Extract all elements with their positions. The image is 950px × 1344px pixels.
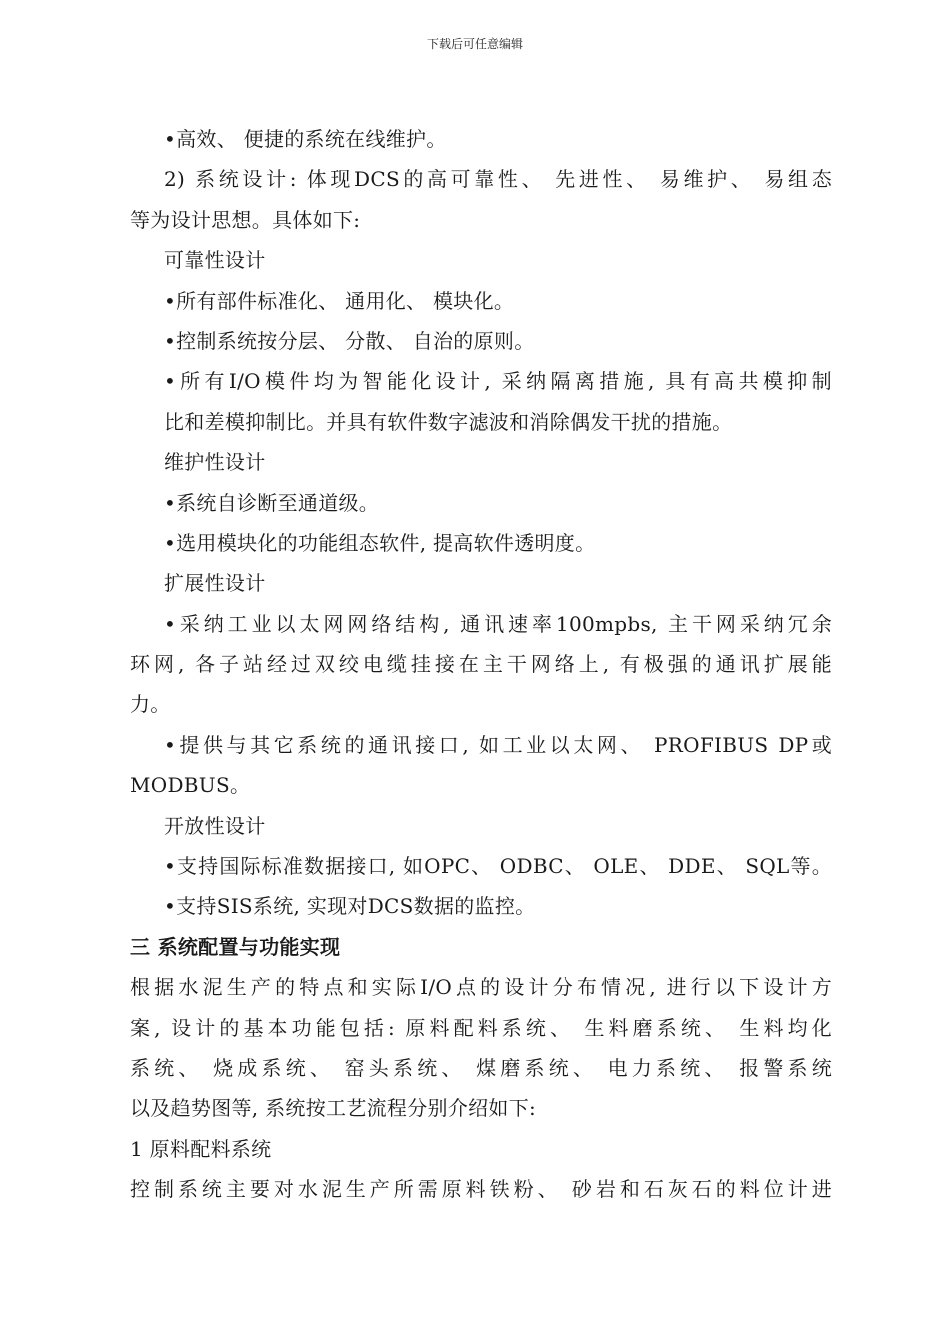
text-line: •所有I/O模件均为智能化设计, 采纳隔离措施, 具有高共模抑制: [164, 369, 832, 394]
text-line: 力。: [130, 692, 171, 717]
text-line: 扩展性设计: [164, 571, 266, 596]
text-line: MODBUS。: [130, 773, 251, 798]
text-line: •提供与其它系统的通讯接口, 如工业以太网、 PROFIBUS DP或: [164, 732, 832, 757]
text-line: 以及趋势图等, 系统按工艺流程分别介绍如下:: [130, 1096, 537, 1121]
text-line: •支持国际标准数据接口, 如OPC、 ODBC、 OLE、 DDE、 SQL等。: [164, 854, 832, 879]
text-line: 控制系统主要对水泥生产所需原料铁粉、 砂岩和石灰石的料位计进: [130, 1177, 832, 1202]
text-line: 根据水泥生产的特点和实际I/O点的设计分布情况, 进行以下设计方: [130, 975, 832, 1000]
text-line: 开放性设计: [164, 813, 266, 838]
text-line: •采纳工业以太网网络结构, 通讯速率100mpbs, 主干网采纳冗余: [164, 611, 832, 636]
text-line: •选用模块化的功能组态软件, 提高软件透明度。: [164, 530, 596, 555]
page-header: 下载后可任意编辑: [426, 37, 523, 51]
text-line: •高效、 便捷的系统在线维护。: [164, 127, 447, 151]
text-line: 系统、 烧成系统、 窑头系统、 煤磨系统、 电力系统、 报警系统: [130, 1055, 832, 1080]
text-line: 等为设计思想。具体如下:: [130, 207, 361, 232]
text-line: 1 原料配料系统: [130, 1136, 272, 1161]
text-line: •控制系统按分层、 分散、 自治的原则。: [164, 328, 535, 353]
text-line: •系统自诊断至通道级。: [164, 490, 380, 515]
text-line: 案, 设计的基本功能包括: 原料配料系统、 生料磨系统、 生料均化: [130, 1015, 832, 1040]
text-line: 维护性设计: [164, 450, 266, 475]
document-body: [130, 119, 832, 1210]
text-line: 2) 系统设计: 体现DCS的高可靠性、 先进性、 易维护、 易组态: [164, 167, 832, 192]
text-line: 可靠性设计: [164, 248, 266, 273]
text-line: •支持SIS系统, 实现对DCS数据的监控。: [164, 894, 536, 919]
text-line: 三 系统配置与功能实现: [130, 934, 341, 959]
text-line: 环网, 各子站经过双绞电缆挂接在主干网络上, 有极强的通讯扩展能: [130, 652, 832, 677]
text-line: •所有部件标准化、 通用化、 模块化。: [164, 288, 515, 313]
text-line: 比和差模抑制比。并具有软件数字滤波和消除偶发干扰的措施。: [164, 409, 733, 434]
